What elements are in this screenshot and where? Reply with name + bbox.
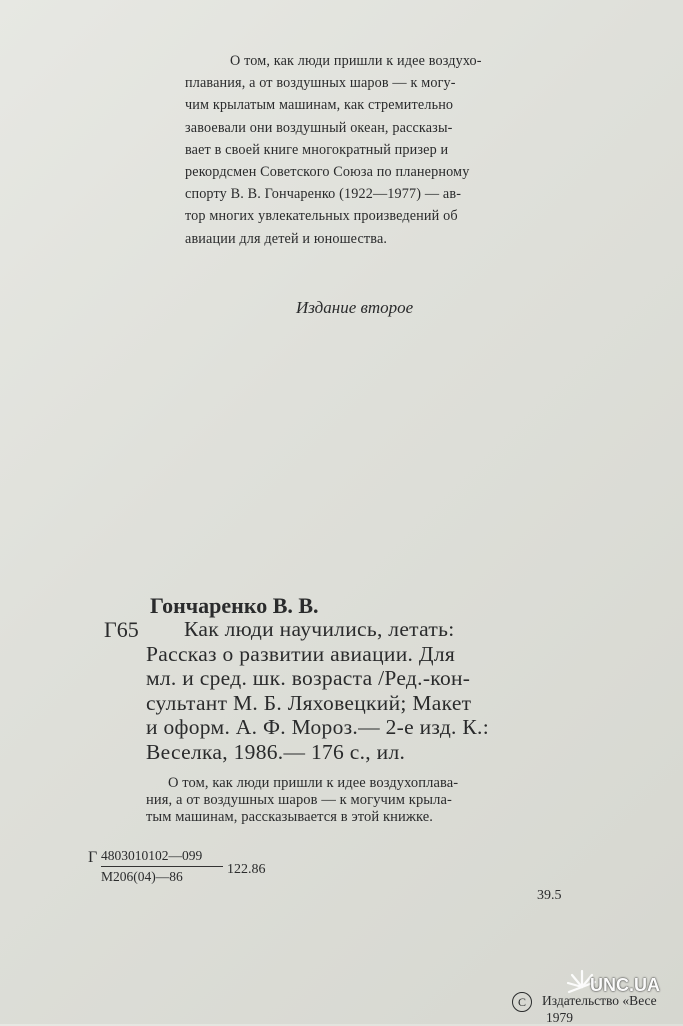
annotation-line: вает в своей книге многократный призер и xyxy=(185,141,449,158)
bbk-code: 39.5 xyxy=(537,888,562,903)
annotation-line: завоевали они воздушный океан, рассказы- xyxy=(185,119,453,136)
annotation-line: тор многих увлекательных произведений об xyxy=(185,208,458,225)
card-author: Гончаренко В. В. xyxy=(150,593,319,618)
code-numerator: 4803010102—099 xyxy=(101,848,223,867)
catalog-code-fraction xyxy=(101,848,223,885)
annotation-line: плавания, а от воздушных шаров — к могу- xyxy=(185,75,456,92)
annotation-line: рекордсмен Советского Союза по планерному xyxy=(185,164,470,181)
card-line: Веселка, 1986.— 176 с., ил. xyxy=(146,739,406,764)
card-summary xyxy=(146,775,586,826)
summary-line: тым машинам, рассказывается в этой книжке. xyxy=(146,809,433,825)
card-bibliographic-entry xyxy=(146,617,576,764)
annotation-line: спорту В. В. Гончаренко (1922—1977) — ав- xyxy=(185,186,462,203)
annotation-line: чим крылатым машинам, как стремительно xyxy=(185,97,454,114)
summary-line: О том, как люди пришли к идее воздухоплава- xyxy=(168,775,459,791)
copyright-icon: C xyxy=(512,992,532,1012)
code-denominator: М206(04)—86 xyxy=(101,869,183,884)
annotation-block xyxy=(185,50,580,250)
card-line: сультант М. Б. Ляховецкий; Макет xyxy=(146,690,472,715)
copyright-year: 1979 xyxy=(546,1010,573,1025)
card-line: мл. и сред. шк. возраста /Ред.-кон- xyxy=(146,666,471,690)
watermark-text: UNC.UA xyxy=(590,975,660,995)
code-letter: Г xyxy=(88,849,98,866)
code-suffix: 122.86 xyxy=(227,862,266,877)
card-line: Как люди научились, летать: xyxy=(184,617,455,641)
annotation-line: авиации для детей и юношества. xyxy=(185,230,388,247)
card-index: Г65 xyxy=(104,617,139,642)
edition-label: Издание второе xyxy=(296,298,414,317)
summary-line: ния, а от воздушных шаров — к могучим крыла- xyxy=(146,792,452,808)
annotation-line: О том, как люди пришли к идее воздухо- xyxy=(230,53,482,69)
publisher-name: Издательство «Весе xyxy=(542,993,657,1009)
card-line: Рассказ о развитии авиации. Для xyxy=(146,641,456,666)
watermark xyxy=(566,965,681,1005)
card-line: и оформ. А. Ф. Мороз.— 2-е изд. К.: xyxy=(146,715,489,739)
